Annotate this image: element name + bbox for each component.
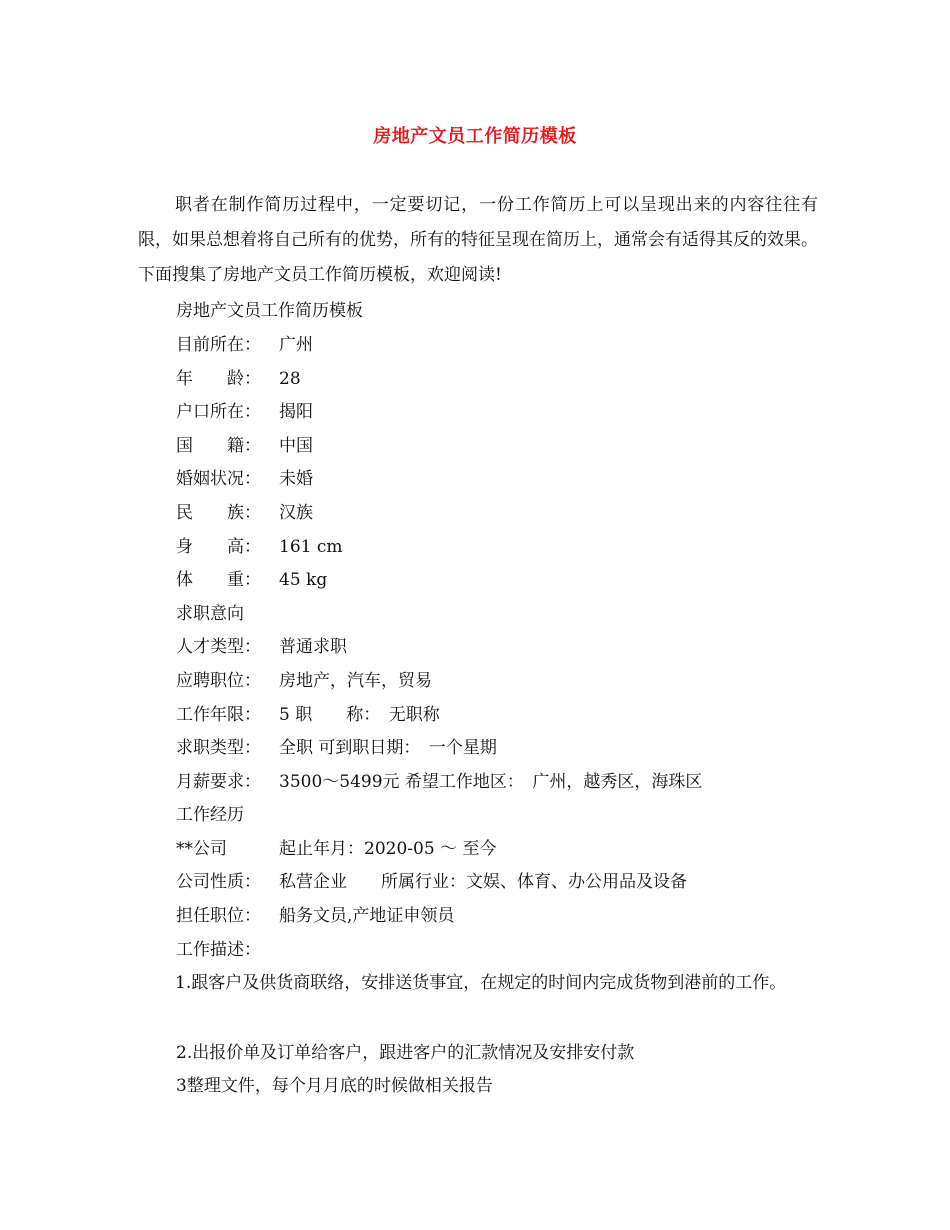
info-row-marital xyxy=(176,469,313,489)
field-label: 身 高： xyxy=(176,537,261,557)
field-value: 5 职 称： 无职称 xyxy=(279,705,440,725)
field-value: 28 xyxy=(279,369,301,389)
info-row-nationality xyxy=(176,436,313,456)
section-heading-experience: 工作经历 xyxy=(176,805,244,825)
intent-row-talent-type xyxy=(176,637,347,657)
field-label: **公司 xyxy=(176,839,227,859)
experience-row-company xyxy=(176,839,496,859)
field-label: 工作年限： xyxy=(176,705,261,725)
field-value: 中国 xyxy=(279,436,313,456)
field-label: 国 籍： xyxy=(176,436,261,456)
field-value: 3500～5499元 希望工作地区： 广州，越秀区，海珠区 xyxy=(279,772,703,792)
description-item-3: 3整理文件，每个月月底的时候做相关报告 xyxy=(176,1076,493,1096)
field-value: 161 cm xyxy=(279,537,343,557)
experience-row-role xyxy=(176,906,454,926)
field-value: 汉族 xyxy=(279,503,313,523)
field-label: 目前所在： xyxy=(176,335,261,355)
info-row-weight xyxy=(176,570,327,590)
info-row-location xyxy=(176,335,313,355)
field-label: 人才类型： xyxy=(176,637,261,657)
field-label: 民 族： xyxy=(176,503,261,523)
field-value: 房地产，汽车，贸易 xyxy=(279,671,432,691)
field-value: 船务文员,产地证申领员 xyxy=(279,906,455,926)
info-row-hukou xyxy=(176,402,313,422)
experience-row-nature xyxy=(176,872,687,892)
field-label: 月薪要求： xyxy=(176,772,261,792)
field-value: 广州 xyxy=(279,335,313,355)
info-row-height xyxy=(176,537,343,557)
field-value: 私营企业 所属行业：文娱、体育、办公用品及设备 xyxy=(279,872,687,892)
intent-row-years xyxy=(176,705,440,725)
intent-row-job-type xyxy=(176,738,497,758)
intro-paragraph: 职者在制作简历过程中，一定要切记，一份工作简历上可以呈现出来的内容往往有限，如果总想着将自己所有的优势，所有的特征呈现在简历上，通常会有适得其反的效果。下面搜集了房地产文员工作简历模板，欢迎阅读! xyxy=(138,195,818,285)
field-label: 年 龄： xyxy=(176,369,261,389)
intent-row-salary xyxy=(176,772,702,792)
field-value: 揭阳 xyxy=(279,402,313,422)
document-title: 房地产文员工作简历模板 xyxy=(373,126,577,147)
field-value: 全职 可到职日期： 一个星期 xyxy=(279,738,497,758)
info-row-age xyxy=(176,369,301,389)
field-label: 体 重： xyxy=(176,570,261,590)
field-label: 求职类型： xyxy=(176,738,261,758)
resume-subtitle: 房地产文员工作简历模板 xyxy=(176,301,363,321)
field-label: 婚姻状况： xyxy=(176,469,261,489)
info-row-ethnicity xyxy=(176,503,313,523)
field-value: 未婚 xyxy=(279,469,313,489)
field-label: 应聘职位： xyxy=(176,671,261,691)
section-heading-intent: 求职意向 xyxy=(176,604,244,624)
field-label: 担任职位： xyxy=(176,906,261,926)
field-value: 45 kg xyxy=(279,570,328,590)
description-item-1: 1.跟客户及供货商联络，安排送货事宜，在规定的时间内完成货物到港前的工作。 xyxy=(175,973,787,993)
section-heading-description: 工作描述： xyxy=(176,940,261,960)
field-label: 公司性质： xyxy=(176,872,261,892)
field-value: 起止年月：2020-05 ～ 至今 xyxy=(279,839,497,859)
field-label: 户口所在： xyxy=(176,402,261,422)
description-item-2: 2.出报价单及订单给客户，跟进客户的汇款情况及安排安付款 xyxy=(176,1043,635,1063)
intent-row-position xyxy=(176,671,432,691)
field-value: 普通求职 xyxy=(279,637,347,657)
